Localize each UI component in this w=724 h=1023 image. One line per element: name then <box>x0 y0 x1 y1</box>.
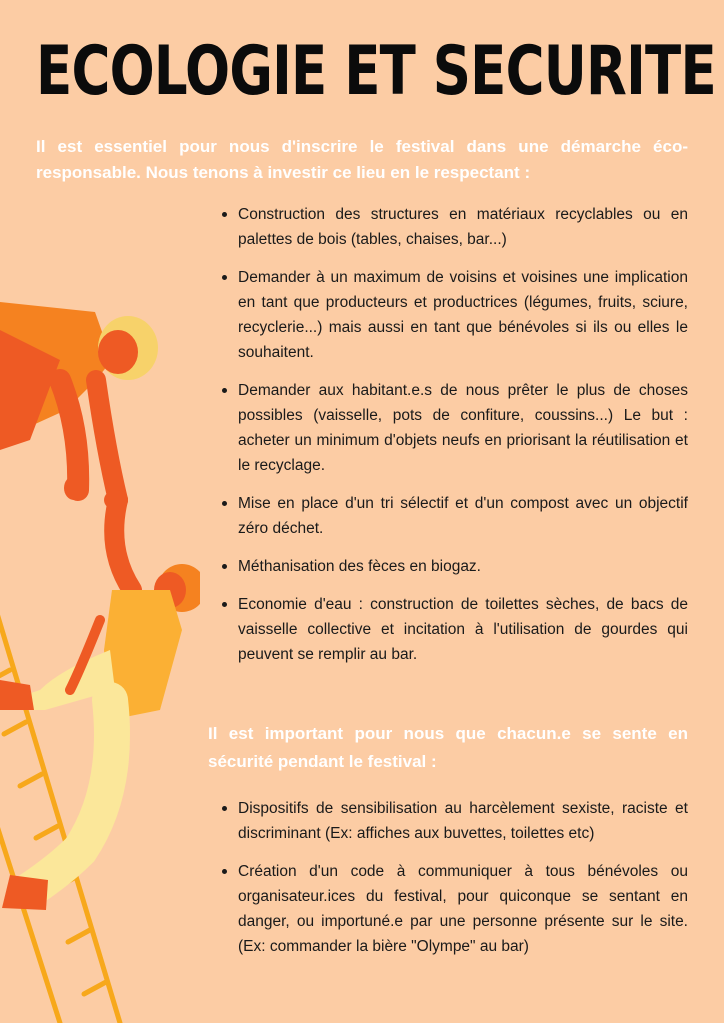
security-intro: Il est important pour nous que chacun.e se sente en sécurité pendant le festival : <box>208 724 688 771</box>
helping-hand-ladder-illustration <box>0 290 200 1023</box>
list-item: Demander aux habitant.e.s de nous prêter le plus de choses possibles (vaisselle, pots de confiture, coussins...) Le but : acheter un minimum d'objets neufs en priorisant la réutilisation et le recyclage. <box>208 378 688 478</box>
upper-figure-icon <box>0 302 158 500</box>
list-item: Mise en place d'un tri sélectif et d'un compost avec un objectif zéro déchet. <box>208 491 688 541</box>
list-item: Méthanisation des fèces en biogaz. <box>208 554 688 579</box>
security-list <box>208 796 688 972</box>
list-item: Construction des structures en matériaux recyclables ou en palettes de bois (tables, chaises, bar...) <box>208 202 688 252</box>
list-item: Demander à un maximum de voisins et voisines une implication en tant que producteurs et productrices (légumes, fruits, sciure, recyclerie...) mais aussi en tant que bénévoles si ils ou elles le souhaitent. <box>208 265 688 365</box>
list-item: Création d'un code à communiquer à tous bénévoles ou organisateur.ices du festival, pour quiconque se sentant en danger, ou importuné.e par une personne présente sur le site. (Ex: commander la bière "Olympe" au bar) <box>208 859 688 959</box>
ecology-intro: Il est essentiel pour nous d'inscrire le festival dans une démarche éco-responsable. Nous tenons à investir ce lieu en le respectant : <box>36 137 688 182</box>
list-item: Dispositifs de sensibilisation au harcèlement sexiste, raciste et discriminant (Ex: affiches aux buvettes, toilettes etc) <box>208 796 688 846</box>
list-item: Economie d'eau : construction de toilettes sèches, de bacs de vaisselle collective et incitation à l'utilisation de gourdes qui peuvent se remplir au bar. <box>208 592 688 667</box>
page-title: ECOLOGIE ET SECURITE <box>36 32 716 111</box>
lower-figure-icon <box>0 490 200 910</box>
ecology-list <box>208 202 688 680</box>
